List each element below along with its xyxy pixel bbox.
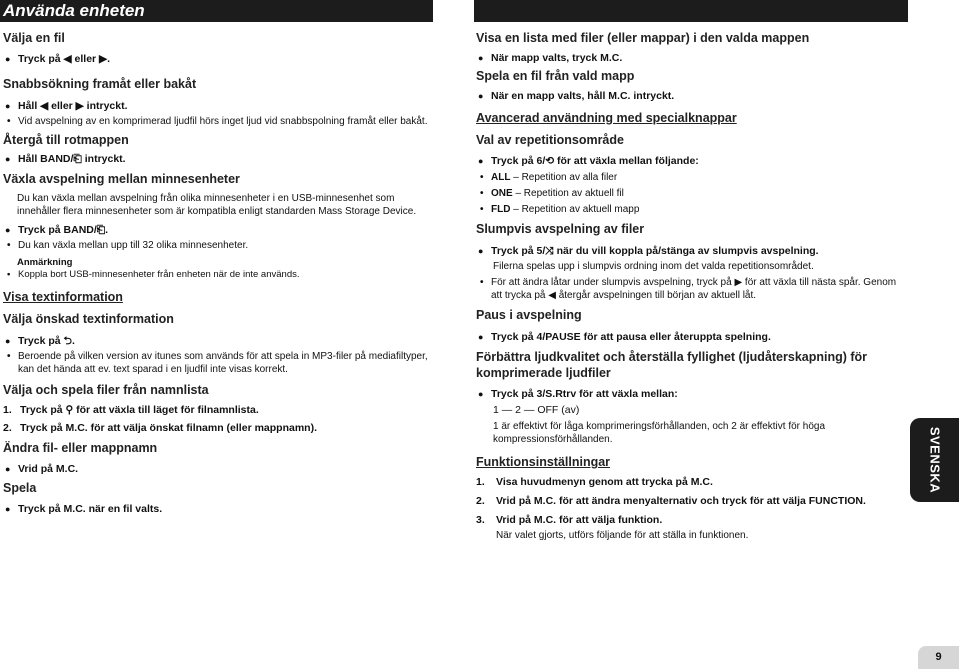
step-text: Visa huvudmenyn genom att trycka på M.C.: [496, 476, 713, 488]
heading-pause: Paus i avspelning: [476, 308, 582, 322]
left-column: [3, 30, 431, 516]
step-name-list-2: [3, 421, 431, 435]
step-function-2: [476, 494, 906, 508]
instruction-random: ● Tryck på 5/⤨ när du vill koppla på/stänga av slumpvis avspelning.: [476, 244, 906, 258]
option-desc: – Repetition av alla filer: [510, 172, 618, 183]
step-text: Tryck på M.C. för att välja önskat filnamn (eller mappnamn).: [20, 422, 317, 434]
body-sound-retriever: 1 är effektivt för låga komprimeringsförhållanden, och 2 är effektivt för höga kompressionsförhållanden.: [493, 421, 826, 445]
heading-play: Spela: [3, 481, 37, 495]
step-name-list-1: [3, 403, 431, 417]
heading-function-settings: Funktionsinställningar: [476, 455, 611, 469]
step-number: 2.: [476, 495, 485, 507]
instruction-select-text: ● Tryck på ⮌.: [3, 334, 431, 348]
note-fast-search: • Vid avspelning av en komprimerad ljudfil hörs inget ljud vid snabbspolning framåt eller bakåt.: [3, 115, 431, 128]
step-number: 3.: [476, 514, 485, 526]
step-number: 1.: [3, 404, 12, 416]
repeat-option-fld: [476, 203, 906, 216]
language-tab: [910, 418, 959, 502]
language-tab-label: SVENSKA: [927, 426, 942, 494]
instruction-sound-retriever: ● Tryck på 3/S.Rtrv för att växla mellan:: [476, 387, 906, 401]
heading-change-name: Ändra fil- eller mappnamn: [3, 441, 158, 455]
heading-select-text: Välja önskad textinformation: [3, 312, 174, 326]
section-title: Använda enheten: [3, 1, 145, 20]
step-function-1: [476, 475, 906, 489]
heading-name-list: Välja och spela filer från namnlista: [3, 383, 209, 397]
remark-heading: Anmärkning: [17, 257, 73, 268]
section-header-bar: [0, 0, 433, 22]
note-switch-memory: • Du kan växla mellan upp till 32 olika minnesenheter.: [3, 239, 431, 252]
instruction-select-file: ● Tryck på ◀ eller ▶.: [3, 52, 431, 66]
heading-root-folder: Återgå till rotmappen: [3, 133, 129, 147]
note-random: • För att ändra låtar under slumpvis avspelning, tryck på ▶ för att växla till nästa spår. Genom att trycka på ◀ återgår avspelningen till början av aktuell låt.: [476, 276, 906, 302]
right-column: [476, 30, 906, 542]
remark-text: • Koppla bort USB-minnesenheter från enheten när de inte används.: [3, 269, 431, 281]
step-number: 1.: [476, 476, 485, 488]
option-key: ALL: [491, 172, 511, 183]
heading-repeat-range: Val av repetitionsområde: [476, 133, 624, 147]
heading-random: Slumpvis avspelning av filer: [476, 222, 645, 236]
step-number: 2.: [3, 422, 12, 434]
repeat-option-all: [476, 171, 906, 184]
heading-sound-retriever: Förbättra ljudkvalitet och återställa fyllighet (ljudåterskapning) för komprimerade ljudfiler: [476, 350, 868, 380]
instruction-switch-memory: ● Tryck på BAND/⎗.: [3, 223, 431, 237]
repeat-option-one: [476, 187, 906, 200]
heading-show-list: Visa en lista med filer (eller mappar) i den valda mappen: [476, 31, 810, 45]
option-desc: – Repetition av aktuell mapp: [510, 204, 640, 215]
instruction-change-name: ● Vrid på M.C.: [3, 462, 431, 476]
heading-switch-memory: Växla avspelning mellan minnesenheter: [3, 172, 240, 186]
instruction-play-folder: ● När en mapp valts, håll M.C. intryckt.: [476, 89, 906, 103]
instruction-fast-search: ● Håll ◀ eller ▶ intryckt.: [3, 99, 431, 113]
sound-retriever-options: 1 — 2 — OFF (av): [493, 404, 580, 416]
option-key: FLD: [491, 204, 511, 215]
instruction-root-folder: ● Håll BAND/⎗ intryckt.: [3, 152, 431, 166]
section-header-bar-right: [474, 0, 908, 22]
step-text: Vrid på M.C. för att välja funktion.: [496, 514, 663, 526]
page-number-box: [918, 646, 959, 669]
step-function-3: [476, 513, 906, 527]
option-key: ONE: [491, 188, 513, 199]
heading-advanced-use: Avancerad användning med specialknappar: [476, 111, 737, 125]
instruction-repeat-range: ● Tryck på 6/⟲ för att växla mellan följande:: [476, 154, 906, 168]
page-number: 9: [935, 651, 942, 663]
heading-fast-search: Snabbsökning framåt eller bakåt: [3, 77, 197, 91]
option-desc: – Repetition av aktuell fil: [512, 188, 624, 199]
note-select-text: • Beroende på vilken version av itunes som används för att spela in MP3-filer på mediafiltyper, kan det hända att ev. text sparad i en ljudfil inte visas korrekt.: [3, 350, 431, 376]
heading-select-file: Välja en fil: [3, 31, 65, 45]
heading-play-folder: Spela en fil från vald mapp: [476, 69, 635, 83]
body-switch-memory: Du kan växla mellan avspelning från olika minnesenheter i en USB-minnesenhet som innehåller flera minnesenheter som är kompatibla enligt standarden Mass Storage Device.: [17, 193, 417, 217]
step-text: Vrid på M.C. för att ändra menyalternativ och tryck för att välja FUNCTION.: [496, 495, 866, 507]
body-random: Filerna spelas upp i slumpvis ordning inom det valda repetitionsområdet.: [493, 261, 814, 272]
step-text: Tryck på ⚲ för att växla till läget för filnamnlista.: [20, 404, 259, 416]
instruction-show-list: ● När mapp valts, tryck M.C.: [476, 51, 906, 65]
heading-show-text: Visa textinformation: [3, 290, 123, 304]
instruction-play: ● Tryck på M.C. när en fil valts.: [3, 502, 431, 516]
instruction-pause: ● Tryck på 4/PAUSE för att pausa eller återuppta spelning.: [476, 330, 906, 344]
body-function-settings: När valet gjorts, utförs följande för att ställa in funktionen.: [496, 530, 749, 541]
